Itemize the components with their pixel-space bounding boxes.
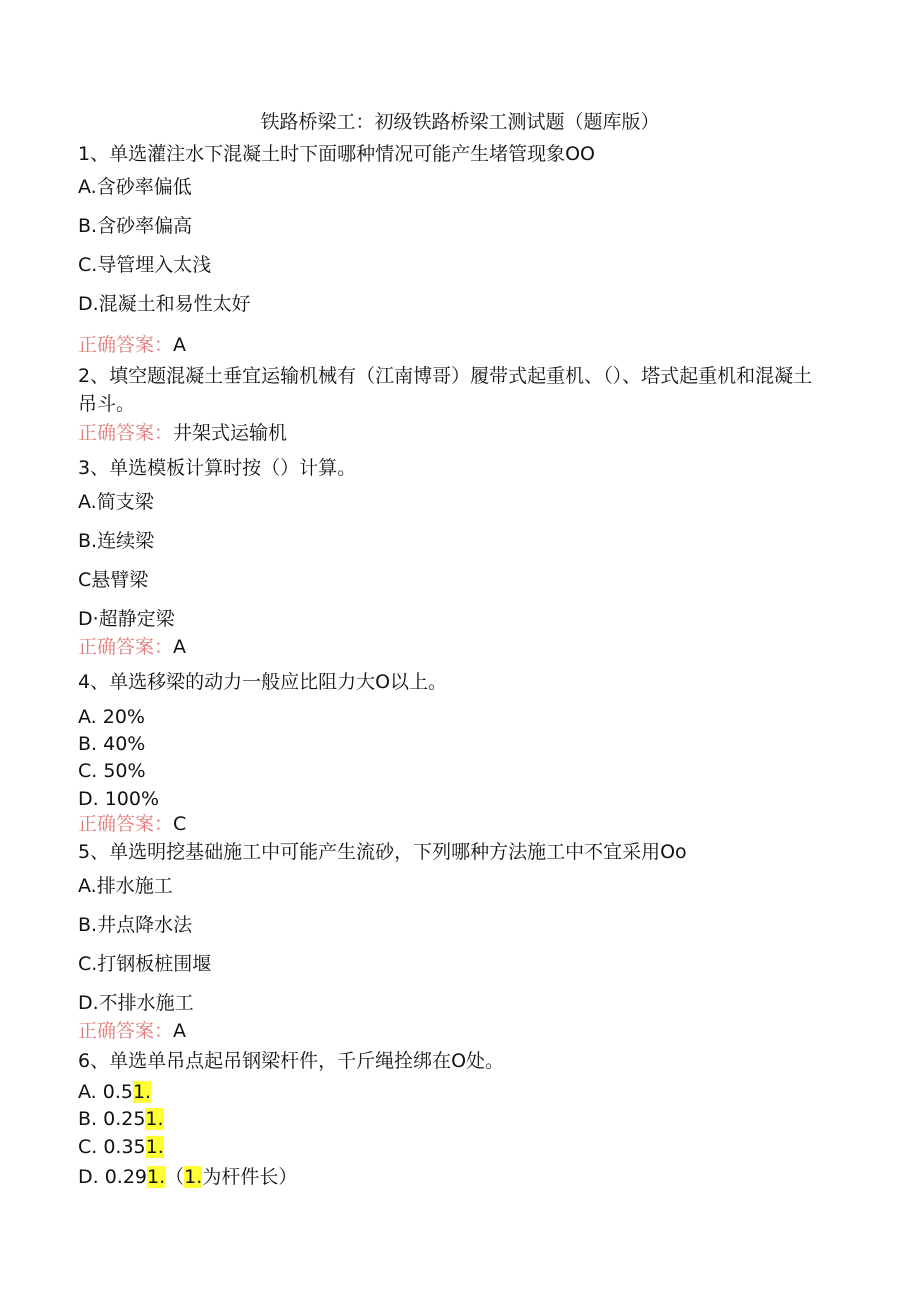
- answer-2: [78, 421, 287, 445]
- option-5c: C.打钢板桩围堰: [78, 953, 212, 975]
- option-4b: B. 40%: [78, 733, 146, 755]
- answer-label: 正确答案：: [78, 1020, 174, 1042]
- highlight-mark: 1.: [132, 1081, 152, 1103]
- option-3a: A.简支梁: [78, 491, 154, 513]
- option-5d: D.不排水施工: [78, 992, 194, 1014]
- page-title: 铁路桥梁工：初级铁路桥梁工测试题（题库版）: [260, 111, 660, 133]
- option-1b: B.含砂率偏高: [78, 215, 193, 237]
- option-6c: C. 0.351.: [78, 1136, 164, 1158]
- question-5: 5、单选明挖基础施工中可能产生流砂，下列哪种方法施工中不宜采用Oo: [78, 841, 687, 863]
- option-3b: B.连续梁: [78, 530, 155, 552]
- answer-value: A: [173, 1020, 187, 1042]
- question-2: 2、填空题混凝土垂宜运输机械有（江南博哥）履带式起重机、（）、塔式起重机和混凝土吊斗。: [78, 365, 813, 415]
- option-1a: A.含砂率偏低: [78, 176, 192, 198]
- answer-4: [78, 812, 186, 836]
- answer-label: 正确答案：: [78, 334, 174, 356]
- option-6a: A. 0.51.: [78, 1081, 152, 1103]
- highlight-mark: 1.: [147, 1166, 166, 1188]
- answer-value: A: [173, 636, 187, 658]
- highlight-mark: 1.: [145, 1136, 164, 1158]
- highlight-mark: 1.: [184, 1166, 203, 1188]
- option-3c: C悬臂梁: [78, 569, 149, 591]
- option-4c: C. 50%: [78, 760, 146, 782]
- option-1c: C.导管埋入太浅: [78, 254, 212, 276]
- option-5a: A.排水施工: [78, 875, 173, 897]
- question-3: 3、单选模板计算时按（）计算。: [78, 457, 357, 479]
- answer-value: C: [173, 813, 187, 835]
- answer-label: 正确答案：: [78, 422, 174, 444]
- highlight-mark: 1.: [145, 1108, 164, 1130]
- option-1d: D.混凝土和易性太好: [78, 293, 251, 315]
- answer-label: 正确答案：: [78, 813, 174, 835]
- option-3d: D·超静定梁: [78, 608, 175, 630]
- answer-label: 正确答案：: [78, 636, 174, 658]
- option-6d: D. 0.291.（1.为杆件长）: [78, 1166, 298, 1188]
- answer-3: [78, 635, 186, 659]
- answer-5: [78, 1019, 186, 1043]
- answer-1: [78, 333, 186, 357]
- option-6b: B. 0.251.: [78, 1108, 164, 1130]
- question-6: 6、单选单吊点起吊钢梁杆件，千斤绳拴绑在O处。: [78, 1050, 505, 1072]
- option-5b: B.井点降水法: [78, 914, 193, 936]
- answer-value: A: [173, 334, 187, 356]
- option-4a: A. 20%: [78, 706, 145, 728]
- question-4: 4、单选移梁的动力一般应比阻力大O以上。: [78, 671, 448, 693]
- question-1: 1、单选灌注水下混凝土时下面哪种情况可能产生堵管现象OO: [78, 143, 596, 165]
- answer-value: 井架式运输机: [173, 422, 288, 444]
- option-4d: D. 100%: [78, 788, 160, 810]
